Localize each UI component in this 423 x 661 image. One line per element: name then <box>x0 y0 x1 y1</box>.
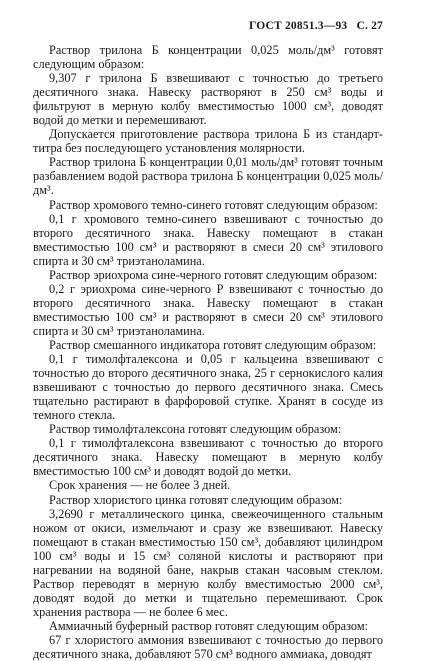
page-header <box>33 20 383 33</box>
paragraph: Раствор трилона Б концентрации 0,025 моль/дм³ готовят следующим образом: <box>33 43 383 72</box>
paragraph: Раствор смешанного индикатора готовят следующим образом: <box>49 337 377 352</box>
standard-number: ГОСТ 20851.3—93 <box>249 20 348 32</box>
paragraph: Допускается приготовление раствора трилона Б из стандарт-титра без последующего установления молярности. <box>33 127 383 156</box>
paragraph: Раствор хлористого цинка готовят следующим образом: <box>49 492 343 507</box>
page-number: С. 27 <box>356 20 383 32</box>
paragraph: Раствор хромового темно-синего готовят следующим образом: <box>49 197 378 212</box>
paragraph: Срок хранения — не более 3 дней. <box>49 478 231 493</box>
paragraph: 3,2690 г металлического цинка, свежеочищенного стальным ножом от окиси, измельчают и сразу же взвешивают. Навеску помещают в стакан вместимостью 150 см³, добавляют цилиндром 100 см³ воды и 15 см³ соляной кислоты и растворяют при нагревании на водяной бане, накрыв стакан часовым стеклом. Раствор переводят в мерную колбу вместимостью 2000 см³, доводят водой до метки и тщательно перемешивают. Срок хранения раствора — не более 6 мес. <box>33 506 383 619</box>
paragraph: 0,1 г тимолфталексона и 0,05 г кальцеина взвешивают с точностью до второго десятичного знака, 25 г сернокислого калия взвешивают с точностью до первого десятичного знака. Смесь тщательно растирают в фарфоровой ступке. Хранят в сосуде из темного стекла. <box>33 352 383 423</box>
paragraph: 9,307 г трилона Б взвешивают с точностью до третьего десятичного знака. Навеску растворяют в 250 см³ воды и фильтруют в мерную колбу вместимостью 1000 см³, доводят водой до метки и перемешивают. <box>33 71 383 128</box>
paragraph: 0,1 г хромового темно-синего взвешивают с точностью до второго десятичного знака. Навеску помещают в стакан вместимостью 100 см³ и растворяют в смеси 20 см³ этилового спирта и 30 см³ триэтаноламина. <box>33 211 383 268</box>
paragraph: Раствор трилона Б концентрации 0,01 моль/дм³ готовят точным разбавлением водой раствора трилона Б концентрации 0,025 моль/дм³. <box>33 155 383 198</box>
paragraph: 67 г хлористого аммония взвешивают с точностью до первого десятичного знака, добавляют 570 см³ водного аммиака, доводят <box>33 632 383 661</box>
paragraph: 0,1 г тимолфталексона взвешивают с точностью до второго десятичного знака. Навеску помещают в мерную колбу вместимостью 100 см³ и доводят водой до метки. <box>33 436 383 479</box>
paragraph: Раствор эриохрома сине-черного готовят следующим образом: <box>49 267 378 282</box>
paragraph: 0,2 г эриохрома сине-черного Р взвешивают с точностью до второго десятичного знака. Навеску помещают в стакан вместимостью 100 см³ и растворяют в смеси 20 см³ этилового спирта и 30 см³ триэтаноламина. <box>33 281 383 338</box>
paragraph: Аммиачный буферный раствор готовят следующим образом: <box>49 618 369 633</box>
paragraph: Раствор тимолфталексона готовят следующим образом: <box>49 422 342 437</box>
